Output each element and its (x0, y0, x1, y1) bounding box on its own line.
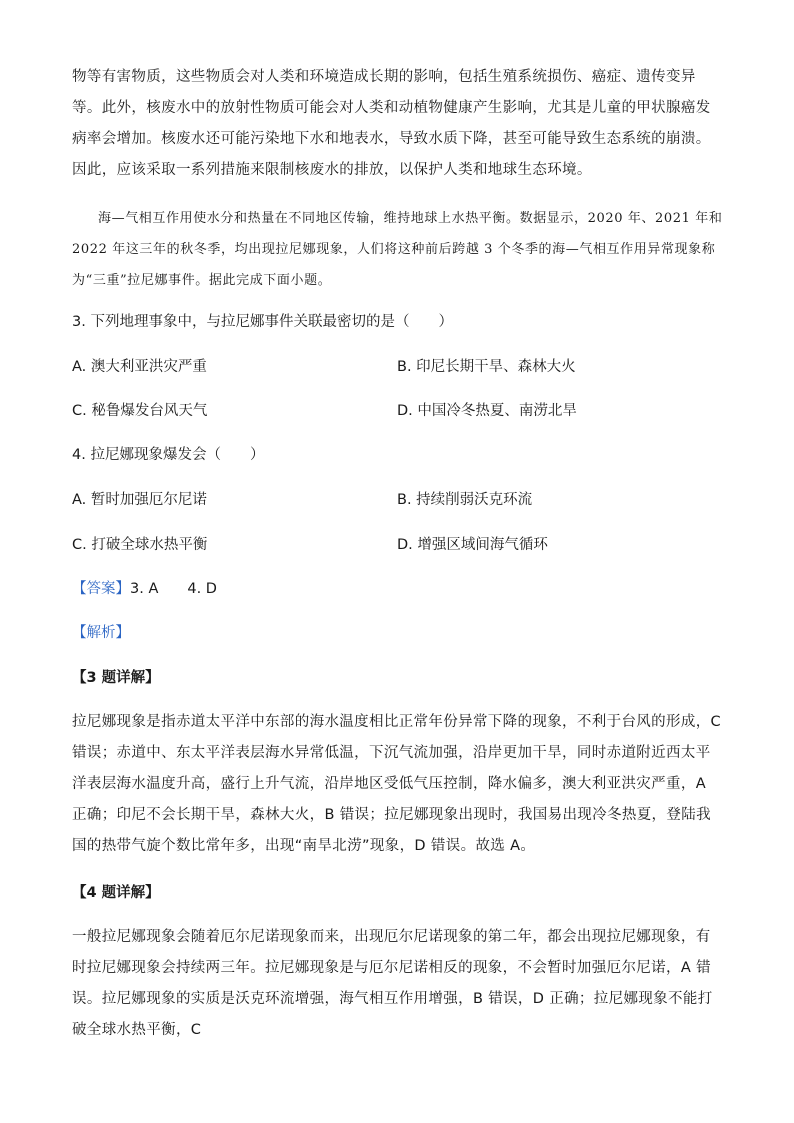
detail-3-label: 【3 题详解】 (72, 670, 160, 686)
answer-label: 【答案】 (72, 581, 130, 597)
question-4-option-a: A. 暂时加强厄尔尼诺 (72, 492, 207, 508)
answer-values: 3. A 4. D (130, 581, 217, 597)
question-4-option-d: D. 增强区域间海气循环 (397, 537, 548, 553)
question-3-option-a: A. 澳大利亚洪灾严重 (72, 359, 207, 375)
material-paragraph: 海—气相互作用使水分和热量在不同地区传输，维持地球上水热平衡。数据显示，2020 年、2021 年和 2022 年这三年的秋冬季，均出现拉尼娜现象，人们将这种前后跨越 3 个冬季的海—气相互作用异常现象称为“三重”拉尼娜事件。据此完成下面小题。 (72, 211, 723, 288)
question-4-option-b: B. 持续削弱沃克环流 (397, 492, 533, 508)
analysis-label: 【解析】 (72, 625, 130, 641)
question-4-stem: 4. 拉尼娜现象爆发会（ ） (72, 447, 265, 463)
answer-line (72, 579, 217, 599)
detail-4-label: 【4 题详解】 (72, 885, 160, 901)
detail-4-text: 一般拉尼娜现象会随着厄尔尼诺现象而来，出现厄尔尼诺现象的第二年，都会出现拉尼娜现象，有时拉尼娜现象会持续两三年。拉尼娜现象是与厄尔尼诺相反的现象，不会暂时加强厄尔尼诺，A 错误。拉尼娜现象的实质是沃克环流增强，海气相互作用增强，B 错误，D 正确；拉尼娜现象不能打破全球水热平衡，C (72, 929, 713, 1038)
question-3-option-b: B. 印尼长期干旱、森林大火 (397, 359, 576, 375)
intro-paragraph: 物等有害物质，这些物质会对人类和环境造成长期的影响，包括生殖系统损伤、癌症、遗传变异等。此外，核废水中的放射性物质可能会对人类和动植物健康产生影响，尤其是儿童的甲状腺癌发病率会增加。核废水还可能污染地下水和地表水，导致水质下降，甚至可能导致生态系统的崩溃。因此，应该采取一系列措施来限制核废水的排放，以保护人类和地球生态环境。 (72, 69, 711, 178)
question-3-option-c: C. 秘鲁爆发台风天气 (72, 403, 208, 419)
question-3-stem: 3. 下列地理事象中，与拉尼娜事件关联最密切的是（ ） (72, 314, 453, 330)
question-3-option-d: D. 中国冷冬热夏、南涝北旱 (397, 403, 577, 419)
question-4-option-c: C. 打破全球水热平衡 (72, 537, 208, 553)
detail-3-text: 拉尼娜现象是指赤道太平洋中东部的海水温度相比正常年份异常下降的现象，不利于台风的形成，C 错误；赤道中、东太平洋表层海水异常低温，下沉气流加强，沿岸更加干旱，同时赤道附近西太平洋表层海水温度升高，盛行上升气流，沿岸地区受低气压控制，降水偏多，澳大利亚洪灾严重，A 正确；印尼不会长期干旱，森林大火，B 错误；拉尼娜现象出现时，我国易出现冷冬热夏，登陆我国的热带气旋个数比常年多，出现“南旱北涝”现象，D 错误。故选 A。 (72, 714, 722, 854)
